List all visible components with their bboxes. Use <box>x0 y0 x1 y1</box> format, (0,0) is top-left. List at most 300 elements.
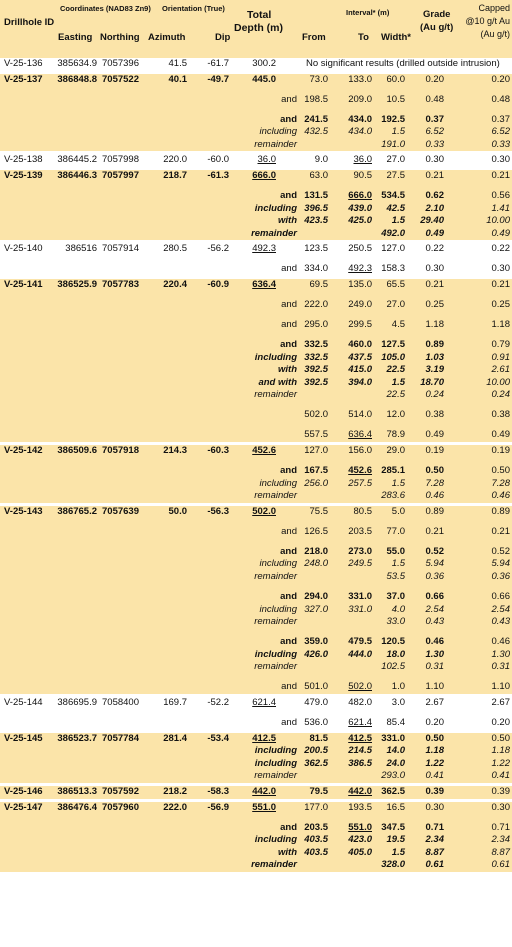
interval-from: 479.0 <box>304 697 328 708</box>
dip-value: -56.2 <box>207 243 229 255</box>
grade-value: 0.71 <box>425 821 444 833</box>
capped-grade-value: 0.66 <box>491 590 510 602</box>
interval-width: 42.5 <box>386 202 405 214</box>
northing-value: 7057998 <box>102 154 139 166</box>
table-row <box>0 697 512 710</box>
table-row <box>0 847 512 860</box>
header-azimuth: Azimuth <box>148 32 186 43</box>
table-row <box>0 571 512 584</box>
interval-to: 514.0 <box>348 409 372 421</box>
grade-value: 0.89 <box>425 505 444 517</box>
table-row <box>0 364 512 377</box>
northing-value: 7057918 <box>102 445 139 456</box>
dip-value: -49.7 <box>207 73 229 85</box>
total-depth-value: 412.5 <box>252 732 276 744</box>
capped-grade-value: 0.43 <box>491 616 510 628</box>
total-depth-value: 502.0 <box>252 505 276 517</box>
grade-value: 0.89 <box>425 338 444 350</box>
table-header <box>0 0 512 58</box>
grade-value: 1.10 <box>425 681 444 693</box>
grade-value: 0.20 <box>425 73 444 85</box>
interval-width: 24.0 <box>386 757 405 769</box>
interval-width: 293.0 <box>381 770 405 782</box>
grade-value: 0.49 <box>425 227 444 239</box>
table-row <box>0 106 512 126</box>
header-capped-line3: (Au g/t) <box>480 29 510 39</box>
interval-to: 133.0 <box>348 73 372 85</box>
total-depth-value: 666.0 <box>252 170 276 181</box>
table-row <box>0 506 512 519</box>
table-row <box>0 758 512 771</box>
azimuth-value: 218.2 <box>163 786 187 797</box>
table-row <box>0 616 512 629</box>
drillhole-id: V-25-146 <box>4 786 43 797</box>
capped-grade-value: 7.28 <box>491 477 510 489</box>
capped-grade-value: 0.49 <box>491 227 510 239</box>
interval-width: 55.0 <box>386 545 405 557</box>
interval-from: 126.5 <box>304 525 328 537</box>
interval-from: 69.5 <box>309 279 328 290</box>
grade-value: 0.37 <box>425 113 444 125</box>
capped-grade-value: 0.38 <box>491 409 510 421</box>
capped-grade-value: 0.30 <box>491 154 510 166</box>
total-depth-value: 452.6 <box>252 445 276 456</box>
capped-grade-value: 2.61 <box>491 364 510 376</box>
easting-value: 386516 <box>65 243 97 255</box>
interval-to: 386.5 <box>348 757 372 769</box>
interval-width: 16.5 <box>386 801 405 813</box>
interval-width: 127.5 <box>381 338 405 350</box>
grade-value: 0.66 <box>425 590 444 602</box>
capped-grade-value: 5.94 <box>491 558 510 570</box>
interval-width: 102.5 <box>381 661 405 673</box>
total-depth-value: 442.0 <box>252 786 276 797</box>
interval-from: 334.0 <box>304 263 328 275</box>
capped-grade-value: 0.39 <box>491 786 510 797</box>
header-total-depth-line1: Total <box>247 9 272 21</box>
easting-value: 386765.2 <box>57 505 97 517</box>
interval-width: 22.5 <box>386 364 405 376</box>
interval-to: 502.0 <box>348 681 372 693</box>
table-row <box>0 538 512 558</box>
interval-qualifier: including <box>254 834 297 846</box>
interval-to: 249.5 <box>348 558 372 570</box>
grade-value: 1.30 <box>425 648 444 660</box>
interval-from: 557.5 <box>304 429 328 441</box>
interval-qualifier: remainder <box>254 661 297 673</box>
interval-to: 452.6 <box>348 464 372 476</box>
capped-grade-value: 0.52 <box>491 545 510 557</box>
interval-width: 283.6 <box>381 490 405 502</box>
northing-value: 7057396 <box>102 58 139 69</box>
table-row <box>0 802 512 815</box>
grade-value: 1.18 <box>425 318 444 330</box>
interval-to: 90.5 <box>353 170 372 181</box>
table-row <box>0 154 512 167</box>
interval-from: 327.0 <box>304 603 328 615</box>
azimuth-value: 222.0 <box>163 801 187 813</box>
interval-width: 328.0 <box>381 859 405 871</box>
drillhole-id: V-25-147 <box>4 801 43 813</box>
interval-qualifier: remainder <box>254 389 297 401</box>
table-row <box>0 478 512 491</box>
interval-to: 156.0 <box>348 445 372 456</box>
interval-qualifier: and <box>281 525 297 537</box>
grade-value: 0.36 <box>425 571 444 582</box>
table-row <box>0 458 512 478</box>
interval-width: 65.5 <box>386 279 405 290</box>
interval-width: 85.4 <box>386 716 405 728</box>
interval-qualifier: including <box>259 126 297 138</box>
table-row <box>0 279 512 292</box>
azimuth-value: 50.0 <box>168 505 187 517</box>
dip-value: -61.3 <box>207 170 229 181</box>
easting-value: 386446.3 <box>57 170 97 181</box>
interval-to: 415.0 <box>348 364 372 376</box>
capped-grade-value: 2.67 <box>491 697 510 708</box>
table-row <box>0 710 512 730</box>
capped-grade-value: 0.20 <box>491 73 510 85</box>
header-dip: Dip <box>215 32 231 43</box>
interval-to: 437.5 <box>348 351 372 363</box>
interval-width: 1.5 <box>391 126 405 138</box>
grade-value: 1.18 <box>425 745 444 757</box>
capped-grade-value: 0.31 <box>491 661 510 673</box>
header-orientation: Orientation (True) <box>162 4 225 13</box>
easting-value: 386523.7 <box>57 732 97 744</box>
northing-value: 7057914 <box>102 243 139 255</box>
interval-from: 359.0 <box>304 636 328 648</box>
interval-from: 536.0 <box>304 716 328 728</box>
interval-width: 127.0 <box>381 243 405 255</box>
interval-from: 501.0 <box>304 681 328 693</box>
interval-from: 167.5 <box>304 464 328 476</box>
interval-qualifier: remainder <box>254 616 297 628</box>
total-depth-value: 36.0 <box>257 154 276 166</box>
total-depth-value: 300.2 <box>252 58 276 69</box>
interval-to: 209.0 <box>348 93 372 105</box>
header-to: To <box>358 32 369 43</box>
interval-to: 80.5 <box>353 505 372 517</box>
drillhole-id: V-25-141 <box>4 279 43 290</box>
interval-from: 222.0 <box>304 298 328 310</box>
no-results-note: No significant results (drilled outside intrusion) <box>306 58 500 69</box>
interval-qualifier: including <box>259 558 297 570</box>
grade-value: 0.24 <box>425 389 444 401</box>
interval-from: 392.5 <box>304 376 328 388</box>
interval-width: 19.5 <box>386 834 405 846</box>
dip-value: -56.3 <box>207 505 229 517</box>
table-row <box>0 649 512 662</box>
table-row <box>0 377 512 390</box>
header-total-depth-line2: Depth (m) <box>234 22 283 34</box>
interval-qualifier: remainder <box>251 227 297 239</box>
interval-qualifier: including <box>254 648 297 660</box>
interval-from: 432.5 <box>304 126 328 138</box>
grade-value: 0.46 <box>425 636 444 648</box>
northing-value: 7057997 <box>102 170 139 181</box>
table-row <box>0 292 512 312</box>
grade-value: 0.21 <box>425 525 444 537</box>
interval-qualifier: and <box>281 318 297 330</box>
grade-value: 2.10 <box>425 202 444 214</box>
easting-value: 386476.4 <box>57 801 97 813</box>
interval-qualifier: remainder <box>254 490 297 502</box>
interval-qualifier: including <box>259 477 297 489</box>
northing-value: 7057783 <box>102 279 139 290</box>
table-row <box>0 518 512 538</box>
drillhole-id: V-25-139 <box>4 170 43 181</box>
interval-to: 331.0 <box>348 603 372 615</box>
interval-to: 405.0 <box>348 846 372 858</box>
interval-width: 120.5 <box>381 636 405 648</box>
capped-grade-value: 2.54 <box>491 603 510 615</box>
interval-from: 332.5 <box>304 338 328 350</box>
interval-to: 135.0 <box>348 279 372 290</box>
table-row <box>0 584 512 604</box>
grade-value: 0.52 <box>425 545 444 557</box>
azimuth-value: 220.4 <box>163 279 187 290</box>
header-grade-line1: Grade <box>423 9 451 20</box>
table-row <box>0 228 512 241</box>
interval-to: 460.0 <box>348 338 372 350</box>
interval-from: 256.0 <box>304 477 328 489</box>
table-row <box>0 490 512 503</box>
capped-grade-value: 1.10 <box>491 681 510 693</box>
interval-from: 200.5 <box>304 745 328 757</box>
dip-value: -52.2 <box>207 697 229 708</box>
capped-grade-value: 0.21 <box>491 170 510 181</box>
grade-value: 2.54 <box>425 603 444 615</box>
interval-from: 423.5 <box>304 215 328 227</box>
interval-from: 403.5 <box>304 846 328 858</box>
interval-qualifier: and with <box>258 376 297 388</box>
interval-from: 218.0 <box>304 545 328 557</box>
interval-from: 63.0 <box>309 170 328 181</box>
table-row <box>0 814 512 834</box>
interval-to: 434.0 <box>348 113 372 125</box>
grade-value: 0.21 <box>425 279 444 290</box>
azimuth-value: 41.5 <box>168 58 187 69</box>
capped-grade-value: 0.30 <box>491 263 510 275</box>
azimuth-value: 40.1 <box>168 73 187 85</box>
grade-value: 0.20 <box>425 716 444 728</box>
interval-to: 425.0 <box>348 215 372 227</box>
table-row <box>0 389 512 402</box>
capped-grade-value: 0.41 <box>491 770 510 782</box>
grade-value: 0.39 <box>425 786 444 797</box>
table-row <box>0 859 512 872</box>
azimuth-value: 214.3 <box>163 445 187 456</box>
capped-grade-value: 0.30 <box>491 801 510 813</box>
table-row <box>0 629 512 649</box>
northing-value: 7057639 <box>102 505 139 517</box>
interval-to: 551.0 <box>348 821 372 833</box>
dip-value: -58.3 <box>207 786 229 797</box>
interval-from: 502.0 <box>304 409 328 421</box>
interval-width: 105.0 <box>381 351 405 363</box>
interval-to: 423.0 <box>348 834 372 846</box>
total-depth-value: 551.0 <box>252 801 276 813</box>
drillhole-id: V-25-138 <box>4 154 43 166</box>
northing-value: 7058400 <box>102 697 139 708</box>
grade-value: 0.22 <box>425 243 444 255</box>
capped-grade-value: 8.87 <box>491 846 510 858</box>
interval-width: 27.5 <box>386 170 405 181</box>
interval-from: 248.0 <box>304 558 328 570</box>
grade-value: 0.46 <box>425 490 444 502</box>
grade-value: 2.67 <box>425 697 444 708</box>
interval-qualifier: including <box>254 202 297 214</box>
drillhole-id: V-25-142 <box>4 445 43 456</box>
interval-to: 331.0 <box>348 590 372 602</box>
interval-to: 394.0 <box>348 376 372 388</box>
interval-width: 331.0 <box>381 732 405 744</box>
capped-grade-value: 10.00 <box>486 215 510 227</box>
interval-from: 392.5 <box>304 364 328 376</box>
interval-qualifier: including <box>254 745 297 757</box>
northing-value: 7057522 <box>102 73 139 85</box>
capped-grade-value: 0.20 <box>491 716 510 728</box>
table-row <box>0 183 512 203</box>
azimuth-value: 169.7 <box>163 697 187 708</box>
capped-grade-value: 1.41 <box>491 202 510 214</box>
grade-value: 1.22 <box>425 757 444 769</box>
interval-qualifier: including <box>254 351 297 363</box>
grade-value: 7.28 <box>425 477 444 489</box>
header-easting: Easting <box>58 32 93 43</box>
interval-from: 294.0 <box>304 590 328 602</box>
table-row <box>0 86 512 106</box>
easting-value: 386695.9 <box>57 697 97 708</box>
header-width: Width* <box>381 32 411 43</box>
interval-width: 33.0 <box>386 616 405 628</box>
grade-value: 0.62 <box>425 189 444 201</box>
azimuth-value: 220.0 <box>163 154 187 166</box>
interval-width: 362.5 <box>381 786 405 797</box>
capped-grade-value: 0.46 <box>491 636 510 648</box>
interval-qualifier: and <box>280 636 297 648</box>
interval-width: 10.5 <box>386 93 405 105</box>
capped-grade-value: 0.36 <box>491 571 510 582</box>
table-row <box>0 243 512 256</box>
interval-to: 203.5 <box>348 525 372 537</box>
total-depth-value: 492.3 <box>252 243 276 255</box>
interval-to: 36.0 <box>353 154 372 166</box>
interval-width: 492.0 <box>381 227 405 239</box>
capped-grade-value: 0.24 <box>491 389 510 401</box>
interval-to: 444.0 <box>348 648 372 660</box>
easting-value: 386513.3 <box>57 786 97 797</box>
interval-from: 123.5 <box>304 243 328 255</box>
grade-value: 0.25 <box>425 298 444 310</box>
drillhole-id: V-25-143 <box>4 505 43 517</box>
interval-qualifier: remainder <box>254 138 297 150</box>
interval-to: 273.0 <box>348 545 372 557</box>
interval-from: 127.0 <box>304 445 328 456</box>
grade-value: 0.61 <box>425 859 444 871</box>
table-row <box>0 402 512 422</box>
interval-qualifier: remainder <box>254 571 297 582</box>
interval-from: 177.0 <box>304 801 328 813</box>
grade-value: 0.50 <box>425 732 444 744</box>
easting-value: 386848.8 <box>57 73 97 85</box>
interval-width: 192.5 <box>381 113 405 125</box>
easting-value: 386445.2 <box>57 154 97 166</box>
interval-from: 75.5 <box>309 505 328 517</box>
capped-grade-value: 0.33 <box>491 138 510 150</box>
grade-value: 8.87 <box>425 846 444 858</box>
capped-grade-value: 0.91 <box>491 351 510 363</box>
interval-width: 78.9 <box>386 429 405 441</box>
interval-width: 77.0 <box>386 525 405 537</box>
interval-to: 492.3 <box>348 263 372 275</box>
table-row <box>0 834 512 847</box>
interval-to: 193.5 <box>348 801 372 813</box>
interval-to: 636.4 <box>348 429 372 441</box>
interval-qualifier: and <box>280 590 297 602</box>
table-row <box>0 445 512 458</box>
table-row <box>0 215 512 228</box>
interval-from: 198.5 <box>304 93 328 105</box>
interval-from: 403.5 <box>304 834 328 846</box>
grade-value: 0.41 <box>425 770 444 782</box>
table-row <box>0 422 512 442</box>
interval-to: 439.0 <box>348 202 372 214</box>
interval-from: 362.5 <box>304 757 328 769</box>
header-from: From <box>302 32 326 43</box>
capped-grade-value: 0.71 <box>491 821 510 833</box>
interval-width: 1.5 <box>391 477 405 489</box>
interval-qualifier: with <box>278 846 297 858</box>
interval-qualifier: remainder <box>254 770 297 782</box>
total-depth-value: 636.4 <box>252 279 276 290</box>
interval-qualifier: and <box>280 113 297 125</box>
grade-value: 0.19 <box>425 445 444 456</box>
table-row <box>0 674 512 694</box>
interval-from: 241.5 <box>304 113 328 125</box>
interval-to: 249.0 <box>348 298 372 310</box>
interval-qualifier: and <box>281 681 297 693</box>
table-row <box>0 558 512 571</box>
interval-qualifier: with <box>278 364 297 376</box>
northing-value: 7057784 <box>102 732 139 744</box>
interval-width: 1.5 <box>391 376 405 388</box>
capped-grade-value: 0.50 <box>491 464 510 476</box>
drillhole-id: V-25-136 <box>4 58 43 69</box>
table-row <box>0 352 512 365</box>
table-row <box>0 170 512 183</box>
header-capped <box>452 2 510 41</box>
capped-grade-value: 0.37 <box>491 113 510 125</box>
capped-grade-value: 1.18 <box>491 318 510 330</box>
interval-to: 250.5 <box>348 243 372 255</box>
table-row <box>0 74 512 87</box>
interval-from: 295.0 <box>304 318 328 330</box>
capped-grade-value: 0.56 <box>491 189 510 201</box>
total-depth-value: 621.4 <box>252 697 276 708</box>
table-row <box>0 139 512 152</box>
table-row <box>0 58 512 71</box>
interval-qualifier: and <box>280 338 297 350</box>
interval-width: 534.5 <box>381 189 405 201</box>
interval-qualifier: and <box>281 298 297 310</box>
header-northing: Northing <box>100 32 140 43</box>
interval-qualifier: and <box>280 189 297 201</box>
grade-value: 29.40 <box>420 215 444 227</box>
grade-value: 0.48 <box>425 93 444 105</box>
easting-value: 386525.9 <box>57 279 97 290</box>
